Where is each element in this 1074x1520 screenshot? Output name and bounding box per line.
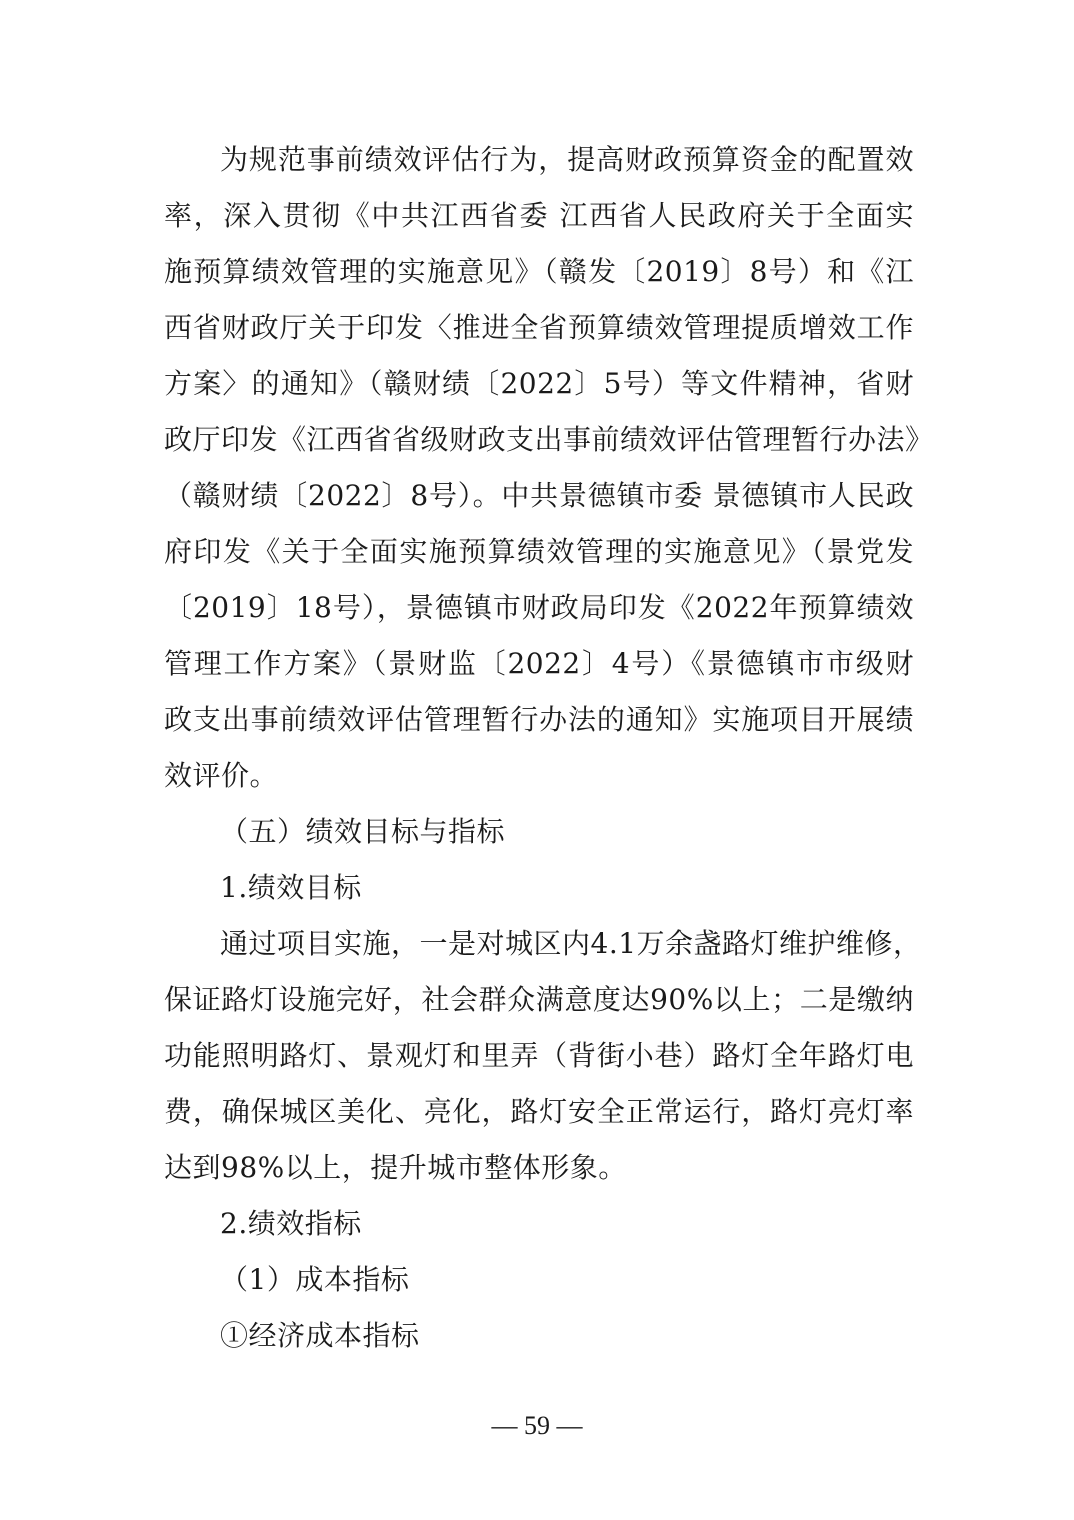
section-heading: （五）绩效目标与指标 [220, 815, 506, 848]
subsection-heading: ①经济成本指标 [220, 1319, 420, 1352]
text-line: 府印发《关于全面实施预算绩效管理的实施意见》（景党发 [164, 535, 914, 568]
text-line: 西省财政厅关于印发〈推进全省预算绩效管理提质增效工作 [164, 311, 914, 344]
subsection-heading: 2.绩效指标 [220, 1207, 362, 1240]
text-line: 通过项目实施，一是对城区内4.1万余盏路灯维护维修， [220, 927, 922, 960]
text-line: 方案〉的通知》（赣财绩〔2022〕5号）等文件精神，省财 [164, 367, 914, 400]
text-line: 率，深入贯彻《中共江西省委 江西省人民政府关于全面实 [164, 199, 914, 232]
subsection-heading: （1）成本指标 [220, 1263, 410, 1296]
page-number: — 59 — [491, 1411, 583, 1440]
text-line: 施预算绩效管理的实施意见》（赣发〔2019〕8号）和《江 [164, 255, 914, 288]
text-line: 功能照明路灯、景观灯和里弄（背街小巷）路灯全年路灯电 [164, 1039, 914, 1072]
text-line: 〔2019〕18号），景德镇市财政局印发《2022年预算绩效 [164, 591, 914, 624]
text-line: 费，确保城区美化、亮化，路灯安全正常运行，路灯亮灯率 [164, 1095, 914, 1128]
text-line: 为规范事前绩效评估行为，提高财政预算资金的配置效 [220, 143, 914, 176]
text-line: 达到98%以上，提升城市整体形象。 [164, 1151, 627, 1184]
subsection-heading: 1.绩效目标 [220, 871, 362, 904]
text-line: 保证路灯设施完好，社会群众满意度达90%以上；二是缴纳 [164, 983, 914, 1016]
text-line: 效评价。 [164, 759, 279, 792]
text-line: （赣财绩〔2022〕8号）。中共景德镇市委 景德镇市人民政 [164, 479, 914, 512]
text-line: 管理工作方案》（景财监〔2022〕4号）《景德镇市市级财 [164, 647, 914, 680]
text-line: 政支出事前绩效评估管理暂行办法的通知》实施项目开展绩 [164, 703, 914, 736]
text-line: 政厅印发《江西省省级财政支出事前绩效评估管理暂行办法》 [164, 423, 934, 456]
